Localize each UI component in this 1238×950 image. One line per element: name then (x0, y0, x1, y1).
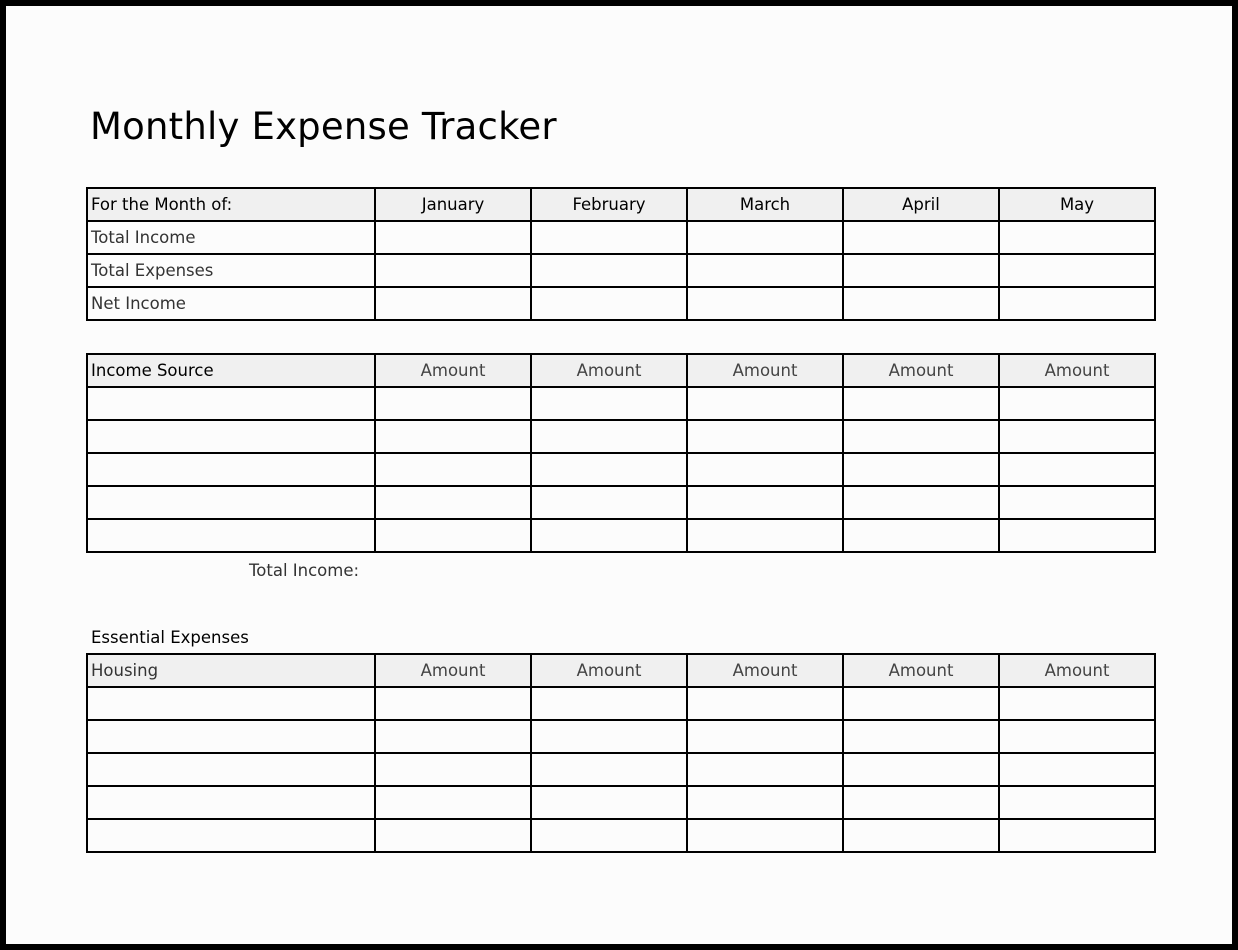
total-income-label: Total Income: (249, 561, 360, 580)
amount-cell[interactable] (843, 786, 999, 819)
amount-cell[interactable] (375, 786, 531, 819)
month-header-february: February (531, 188, 687, 221)
amount-cell[interactable] (687, 786, 843, 819)
month-header-april: April (843, 188, 999, 221)
value-cell[interactable] (687, 221, 843, 254)
amount-cell[interactable] (375, 420, 531, 453)
amount-cell[interactable] (999, 753, 1155, 786)
amount-cell[interactable] (375, 519, 531, 552)
amount-cell[interactable] (687, 720, 843, 753)
page-title: Monthly Expense Tracker (90, 105, 557, 148)
table-row (87, 420, 1155, 453)
value-cell[interactable] (843, 221, 999, 254)
value-cell[interactable] (375, 287, 531, 320)
summary-row-total-expenses (87, 254, 1155, 287)
essential-expenses-heading: Essential Expenses (91, 628, 249, 647)
amount-header: Amount (843, 354, 999, 387)
value-cell[interactable] (687, 254, 843, 287)
amount-header: Amount (375, 654, 531, 687)
essential-header-row (87, 654, 1155, 687)
amount-header: Amount (375, 354, 531, 387)
monthly-summary-table (86, 187, 1156, 321)
entry-label-cell[interactable] (87, 753, 375, 786)
amount-cell[interactable] (687, 420, 843, 453)
housing-header: Housing (87, 654, 375, 687)
income-header-row (87, 354, 1155, 387)
table-row (87, 387, 1155, 420)
row-label-total-expenses: Total Expenses (87, 254, 375, 287)
amount-cell[interactable] (531, 687, 687, 720)
month-label-cell: For the Month of: (87, 188, 375, 221)
table-row (87, 687, 1155, 720)
amount-cell[interactable] (531, 786, 687, 819)
amount-cell[interactable] (843, 519, 999, 552)
value-cell[interactable] (999, 221, 1155, 254)
amount-cell[interactable] (999, 720, 1155, 753)
amount-cell[interactable] (687, 687, 843, 720)
amount-cell[interactable] (375, 486, 531, 519)
amount-cell[interactable] (999, 786, 1155, 819)
amount-cell[interactable] (375, 720, 531, 753)
entry-label-cell[interactable] (87, 420, 375, 453)
entry-label-cell[interactable] (87, 453, 375, 486)
value-cell[interactable] (999, 287, 1155, 320)
value-cell[interactable] (531, 254, 687, 287)
amount-cell[interactable] (999, 420, 1155, 453)
amount-cell[interactable] (375, 453, 531, 486)
month-header-march: March (687, 188, 843, 221)
amount-cell[interactable] (843, 720, 999, 753)
amount-cell[interactable] (375, 387, 531, 420)
amount-header: Amount (843, 654, 999, 687)
table-row (87, 753, 1155, 786)
amount-cell[interactable] (687, 486, 843, 519)
entry-label-cell[interactable] (87, 720, 375, 753)
amount-cell[interactable] (843, 819, 999, 852)
amount-cell[interactable] (999, 687, 1155, 720)
amount-cell[interactable] (843, 753, 999, 786)
amount-cell[interactable] (531, 720, 687, 753)
entry-label-cell[interactable] (87, 786, 375, 819)
entry-label-cell[interactable] (87, 387, 375, 420)
row-label-net-income: Net Income (87, 287, 375, 320)
amount-cell[interactable] (843, 486, 999, 519)
month-header-january: January (375, 188, 531, 221)
amount-cell[interactable] (531, 387, 687, 420)
income-source-header: Income Source (87, 354, 375, 387)
amount-header: Amount (687, 654, 843, 687)
amount-header: Amount (999, 354, 1155, 387)
table-row (87, 819, 1155, 852)
value-cell[interactable] (531, 287, 687, 320)
amount-cell[interactable] (843, 420, 999, 453)
amount-cell[interactable] (687, 387, 843, 420)
table-row (87, 486, 1155, 519)
amount-header: Amount (999, 654, 1155, 687)
amount-header: Amount (531, 354, 687, 387)
amount-cell[interactable] (687, 753, 843, 786)
table-row (87, 453, 1155, 486)
value-cell[interactable] (375, 221, 531, 254)
amount-cell[interactable] (531, 453, 687, 486)
summary-row-total-income (87, 221, 1155, 254)
amount-cell[interactable] (999, 387, 1155, 420)
value-cell[interactable] (999, 254, 1155, 287)
entry-label-cell[interactable] (87, 486, 375, 519)
amount-cell[interactable] (999, 519, 1155, 552)
row-label-total-income: Total Income (87, 221, 375, 254)
amount-cell[interactable] (531, 486, 687, 519)
entry-label-cell[interactable] (87, 519, 375, 552)
amount-cell[interactable] (687, 519, 843, 552)
amount-cell[interactable] (999, 486, 1155, 519)
amount-header: Amount (531, 654, 687, 687)
amount-cell[interactable] (843, 687, 999, 720)
amount-cell[interactable] (531, 519, 687, 552)
essential-expenses-table (86, 653, 1156, 853)
amount-cell[interactable] (843, 387, 999, 420)
table-row (87, 720, 1155, 753)
amount-cell[interactable] (687, 453, 843, 486)
entry-label-cell[interactable] (87, 687, 375, 720)
amount-cell[interactable] (375, 753, 531, 786)
amount-cell[interactable] (531, 420, 687, 453)
summary-header-row (87, 188, 1155, 221)
table-row (87, 786, 1155, 819)
value-cell[interactable] (843, 254, 999, 287)
value-cell[interactable] (843, 287, 999, 320)
value-cell[interactable] (531, 221, 687, 254)
amount-cell[interactable] (843, 453, 999, 486)
amount-cell[interactable] (687, 819, 843, 852)
entry-label-cell[interactable] (87, 819, 375, 852)
table-row (87, 519, 1155, 552)
amount-cell[interactable] (531, 819, 687, 852)
amount-cell[interactable] (999, 453, 1155, 486)
value-cell[interactable] (375, 254, 531, 287)
value-cell[interactable] (687, 287, 843, 320)
amount-cell[interactable] (375, 687, 531, 720)
month-header-may: May (999, 188, 1155, 221)
amount-cell[interactable] (531, 753, 687, 786)
income-source-table (86, 353, 1156, 553)
amount-cell[interactable] (999, 819, 1155, 852)
summary-row-net-income (87, 287, 1155, 320)
amount-header: Amount (687, 354, 843, 387)
amount-cell[interactable] (375, 819, 531, 852)
